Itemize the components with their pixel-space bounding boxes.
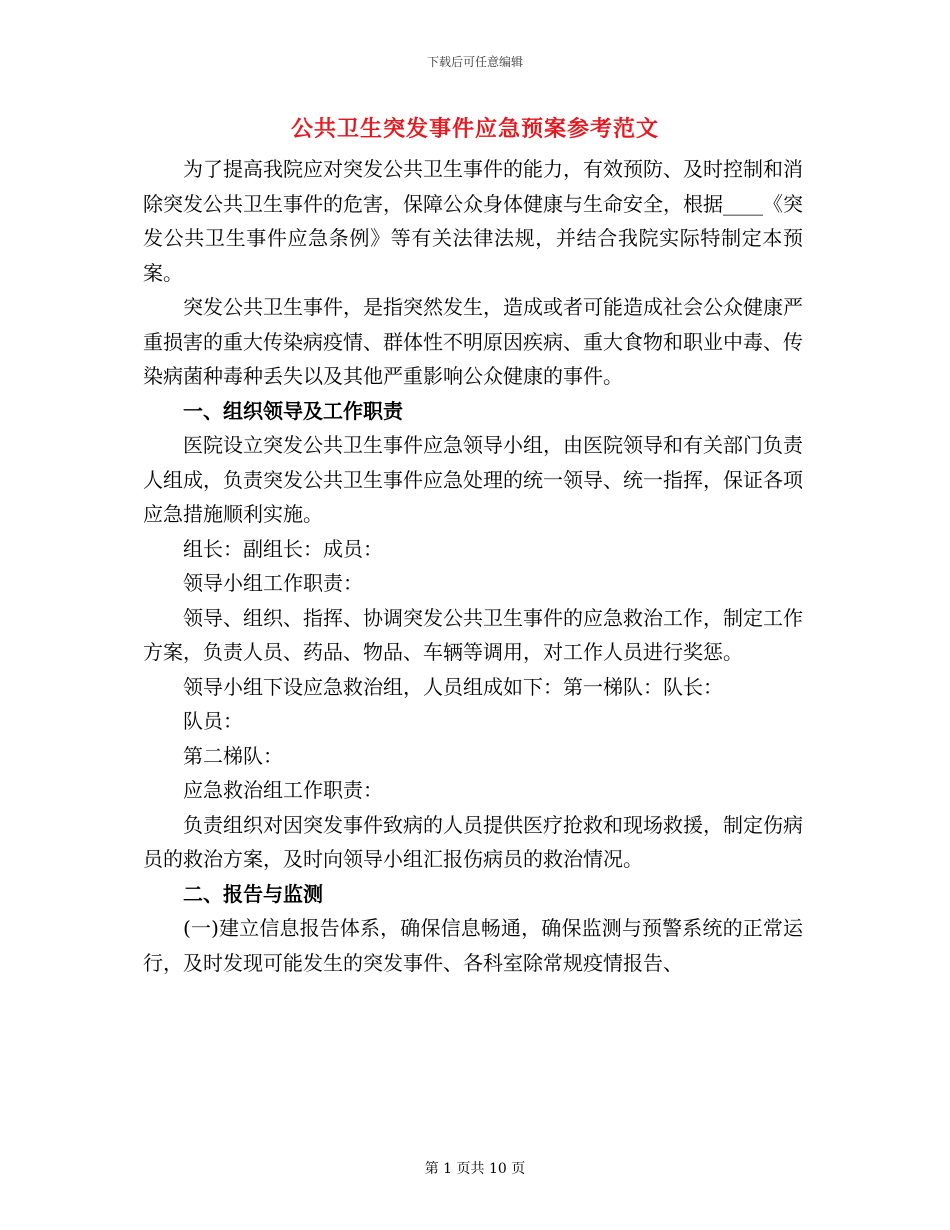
paragraph-reporting-system: (一)建立信息报告体系，确保信息畅通，确保监测与预警系统的正常运行，及时发现可能发生的突发事件、各科室除常规疫情报告、 (143, 916, 803, 975)
paragraph-second-team: 第二梯队： (183, 743, 283, 768)
paragraph-group-duties-label: 领导小组工作职责： (183, 571, 363, 595)
paragraph-intro: 为了提高我院应对突发公共卫生事件的能力，有效预防、及时控制和消除突发公共卫生事件的危害，保障公众身体健康与生命安全，根据____《突发公共卫生事件应急条例》等有关法律法规，并结合我院实际特制定本预案。 (143, 157, 803, 285)
section-heading-organization: 一、组织领导及工作职责 (183, 398, 403, 423)
paragraph-group-duties: 领导、组织、指挥、协调突发公共卫生事件的应急救治工作，制定工作方案，负责人员、药品、物品、车辆等调用，对工作人员进行奖惩。 (143, 605, 803, 664)
paragraph-rescue-team: 领导小组下设应急救治组，人员组成如下：第一梯队：队长： (183, 674, 723, 699)
page-header-note: 下载后可任意编辑 (426, 55, 523, 69)
page-footer-number: 第 1 页共 10 页 (424, 1161, 526, 1177)
paragraph-rescue-duties: 负责组织对因突发事件致病的人员提供医疗抢救和现场救援，制定伤病员的救治方案，及时向领导小组汇报伤病员的救治情况。 (143, 812, 803, 871)
paragraph-rescue-duties-label: 应急救治组工作职责： (183, 778, 383, 802)
paragraph-leadership-group: 医院设立突发公共卫生事件应急领导小组，由医院领导和有关部门负责人组成，负责突发公共卫生事件应急处理的统一领导、统一指挥，保证各项应急措施顺利实施。 (143, 433, 803, 526)
paragraph-definition: 突发公共卫生事件，是指突然发生，造成或者可能造成社会公众健康严重损害的重大传染病疫情、群体性不明原因疾病、重大食物和职业中毒、传染病菌种毒种丢失以及其他严重影响公众健康的事件。 (143, 295, 803, 388)
document-body (143, 152, 803, 980)
paragraph-team-members: 队员： (183, 709, 243, 733)
document-title: 公共卫生突发事件应急预案参考范文 (290, 116, 659, 142)
paragraph-members: 组长：副组长：成员： (183, 536, 383, 561)
section-heading-reporting: 二、报告与监测 (183, 881, 323, 906)
